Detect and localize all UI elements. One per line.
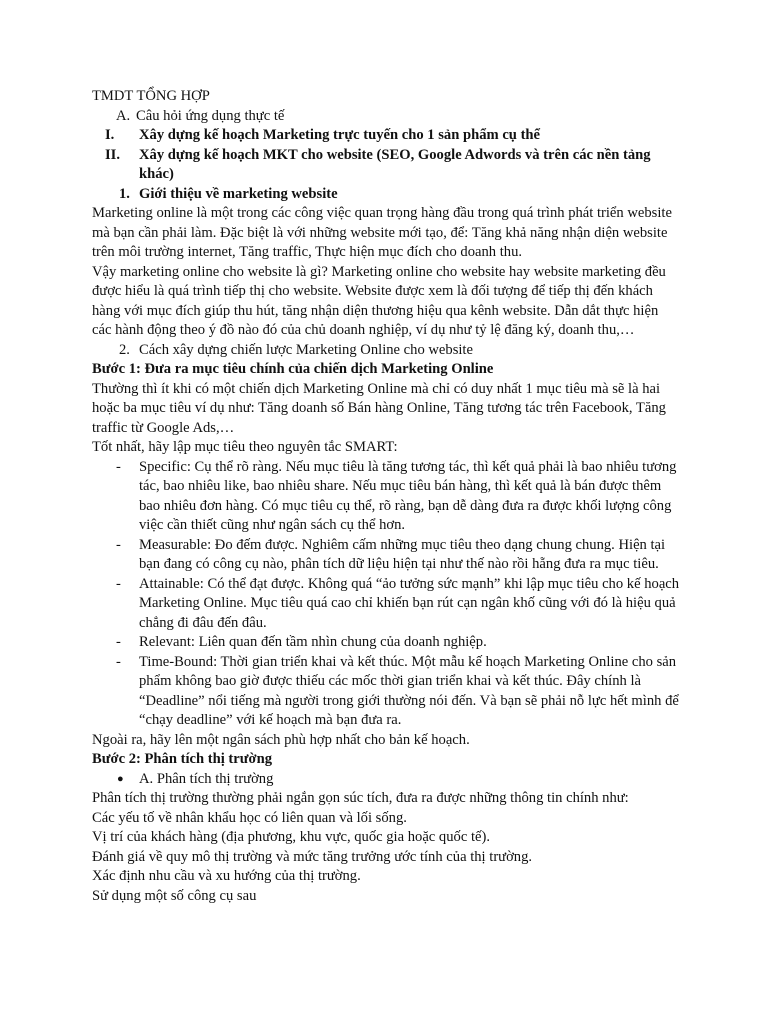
section-a-text: Câu hỏi ứng dụng thực tế: [136, 107, 285, 124]
paragraph: Xác định nhu cầu và xu hướng của thị trường.: [92, 868, 361, 884]
dash-marker: -: [116, 575, 121, 592]
paragraph: Phân tích thị trường thường phải ngắn gọn súc tích, đưa ra được những thông tin chính như:: [92, 790, 629, 806]
heading-2-text: Cách xây dựng chiến lược Marketing Online cho website: [139, 341, 473, 358]
document-title: TMDT TỔNG HỢP: [92, 88, 210, 104]
dash-marker: -: [116, 634, 121, 650]
heading-1: [92, 185, 680, 205]
bullet-item: [92, 770, 680, 790]
step-heading: Bước 2: Phân tích thị trường: [92, 751, 273, 767]
paragraph: Đánh giá về quy mô thị trường và mức tăng trưởng ước tính của thị trường.: [92, 848, 533, 865]
list-marker: II.: [105, 146, 121, 163]
smart-item-measurable: [92, 536, 680, 575]
paragraph: Các yếu tố về nhân khẩu học có liên quan và lối sống.: [92, 809, 407, 826]
smart-item-specific: [92, 458, 680, 536]
item-i-text: Xây dựng kế hoạch Marketing trực tuyến cho 1 sản phẩm cụ thể: [139, 127, 541, 143]
smart-item-text: Specific: Cụ thể rõ ràng. Nếu mục tiêu là tăng tương tác, thì kết quả phải là bao nhiêu tương tác, bao nhiêu like, bao nhiêu share. Nếu mục tiêu bán hàng, thì kết quả là bán được thêm bao nhiêu đơn hàng. Có mục tiêu cụ thể, rõ ràng, bạn dễ dàng đưa ra được khối lượng công việc cần thiết cũng như ngân sách cụ thể hơn.: [139, 458, 677, 533]
paragraph: Vị trí của khách hàng (địa phương, khu vực, quốc gia hoặc quốc tế).: [92, 829, 490, 845]
bullet-item-text: A. Phân tích thị trường: [139, 770, 274, 787]
list-marker: A.: [116, 107, 131, 124]
smart-item-text: Time-Bound: Thời gian triển khai và kết thúc. Một mẫu kế hoạch Marketing Online cho sản phẩm không bao giờ được thiếu các mốc thời gian triển khai và kết thúc. Đây chính là “Deadline” nổi tiếng mà người trong giới thường nói đến. Và bạn sẽ phải nỗ lực hết mình để “chạy deadline” với kế hoạch mà bạn đưa ra.: [139, 653, 679, 728]
item-ii-text: Xây dựng kế hoạch MKT cho website (SEO, Google Adwords và trên các nền tảng khác): [139, 146, 651, 182]
document-body: [92, 87, 680, 906]
item-i: [92, 126, 680, 146]
smart-item-text: Attainable: Có thể đạt được. Không quá “ảo tưởng sức mạnh” khi lập mục tiêu cho kế hoạch Marketing Online. Mục tiêu quá cao chỉ khiến bạn rút cạn ngân khố cũng với đó là hiệu quả chẳng đi đâu đến đâu.: [139, 575, 680, 631]
list-marker: 1.: [119, 185, 130, 202]
bullet-icon: ●: [117, 772, 124, 785]
paragraph: Sử dụng một số công cụ sau: [92, 887, 257, 904]
paragraph: Vậy marketing online cho website là gì? Marketing online cho website hay website marketing đều được hiểu là quá trình tiếp thị cho website. Website được xem là đối tượng để tiếp thị đến khách hàng với mục đích giúp thu hút, tăng nhận diện thương hiệu qua kênh website. Dẫn dắt thực hiện các hành động theo ý đồ nào đó của chủ doanh nghiệp, ví dụ như tỷ lệ đăng ký, doanh thu,…: [92, 263, 666, 338]
dash-marker: -: [116, 536, 121, 553]
paragraph: Tốt nhất, hãy lập mục tiêu theo nguyên tắc SMART:: [92, 439, 398, 455]
paragraph: Ngoài ra, hãy lên một ngân sách phù hợp nhất cho bản kế hoạch.: [92, 731, 470, 748]
heading-2: [92, 341, 680, 361]
smart-item-text: Relevant: Liên quan đến tầm nhìn chung của doanh nghiệp.: [139, 634, 487, 650]
smart-item-relevant: [92, 633, 680, 653]
section-a: [92, 107, 680, 127]
heading-1-text: Giới thiệu về marketing website: [139, 185, 338, 202]
step-heading: Bước 1: Đưa ra mục tiêu chính của chiến dịch Marketing Online: [92, 361, 494, 377]
smart-item-time-bound: [92, 653, 680, 731]
list-marker: I.: [105, 127, 115, 143]
dash-marker: -: [116, 458, 121, 475]
dash-marker: -: [116, 653, 121, 670]
item-ii: [92, 146, 680, 185]
paragraph: Thường thì ít khi có một chiến dịch Marketing Online mà chỉ có duy nhất 1 mục tiêu mà sẽ là hai hoặc ba mục tiêu ví dụ như: Tăng doanh số Bán hàng Online, Tăng tương tác trên Facebook, Tăng traffic từ Google Ads,…: [92, 380, 666, 436]
list-marker: 2.: [119, 341, 130, 358]
smart-item-text: Measurable: Đo đếm được. Nghiêm cấm những mục tiêu theo dạng chung chung. Hiện tại bạn đang có công cụ nào, phân tích dữ liệu hiện tại như thế nào rồi hẵng đưa ra mục tiêu.: [139, 536, 666, 572]
paragraph: Marketing online là một trong các công việc quan trọng hàng đầu trong quá trình phát triển website mà bạn cần phải làm. Đặc biệt là với những website mới tạo, để: Tăng khả năng nhận diện website trên môi trường internet, Tăng traffic, Thực hiện mục đích cho doanh thu.: [92, 205, 672, 260]
smart-item-attainable: [92, 575, 680, 634]
